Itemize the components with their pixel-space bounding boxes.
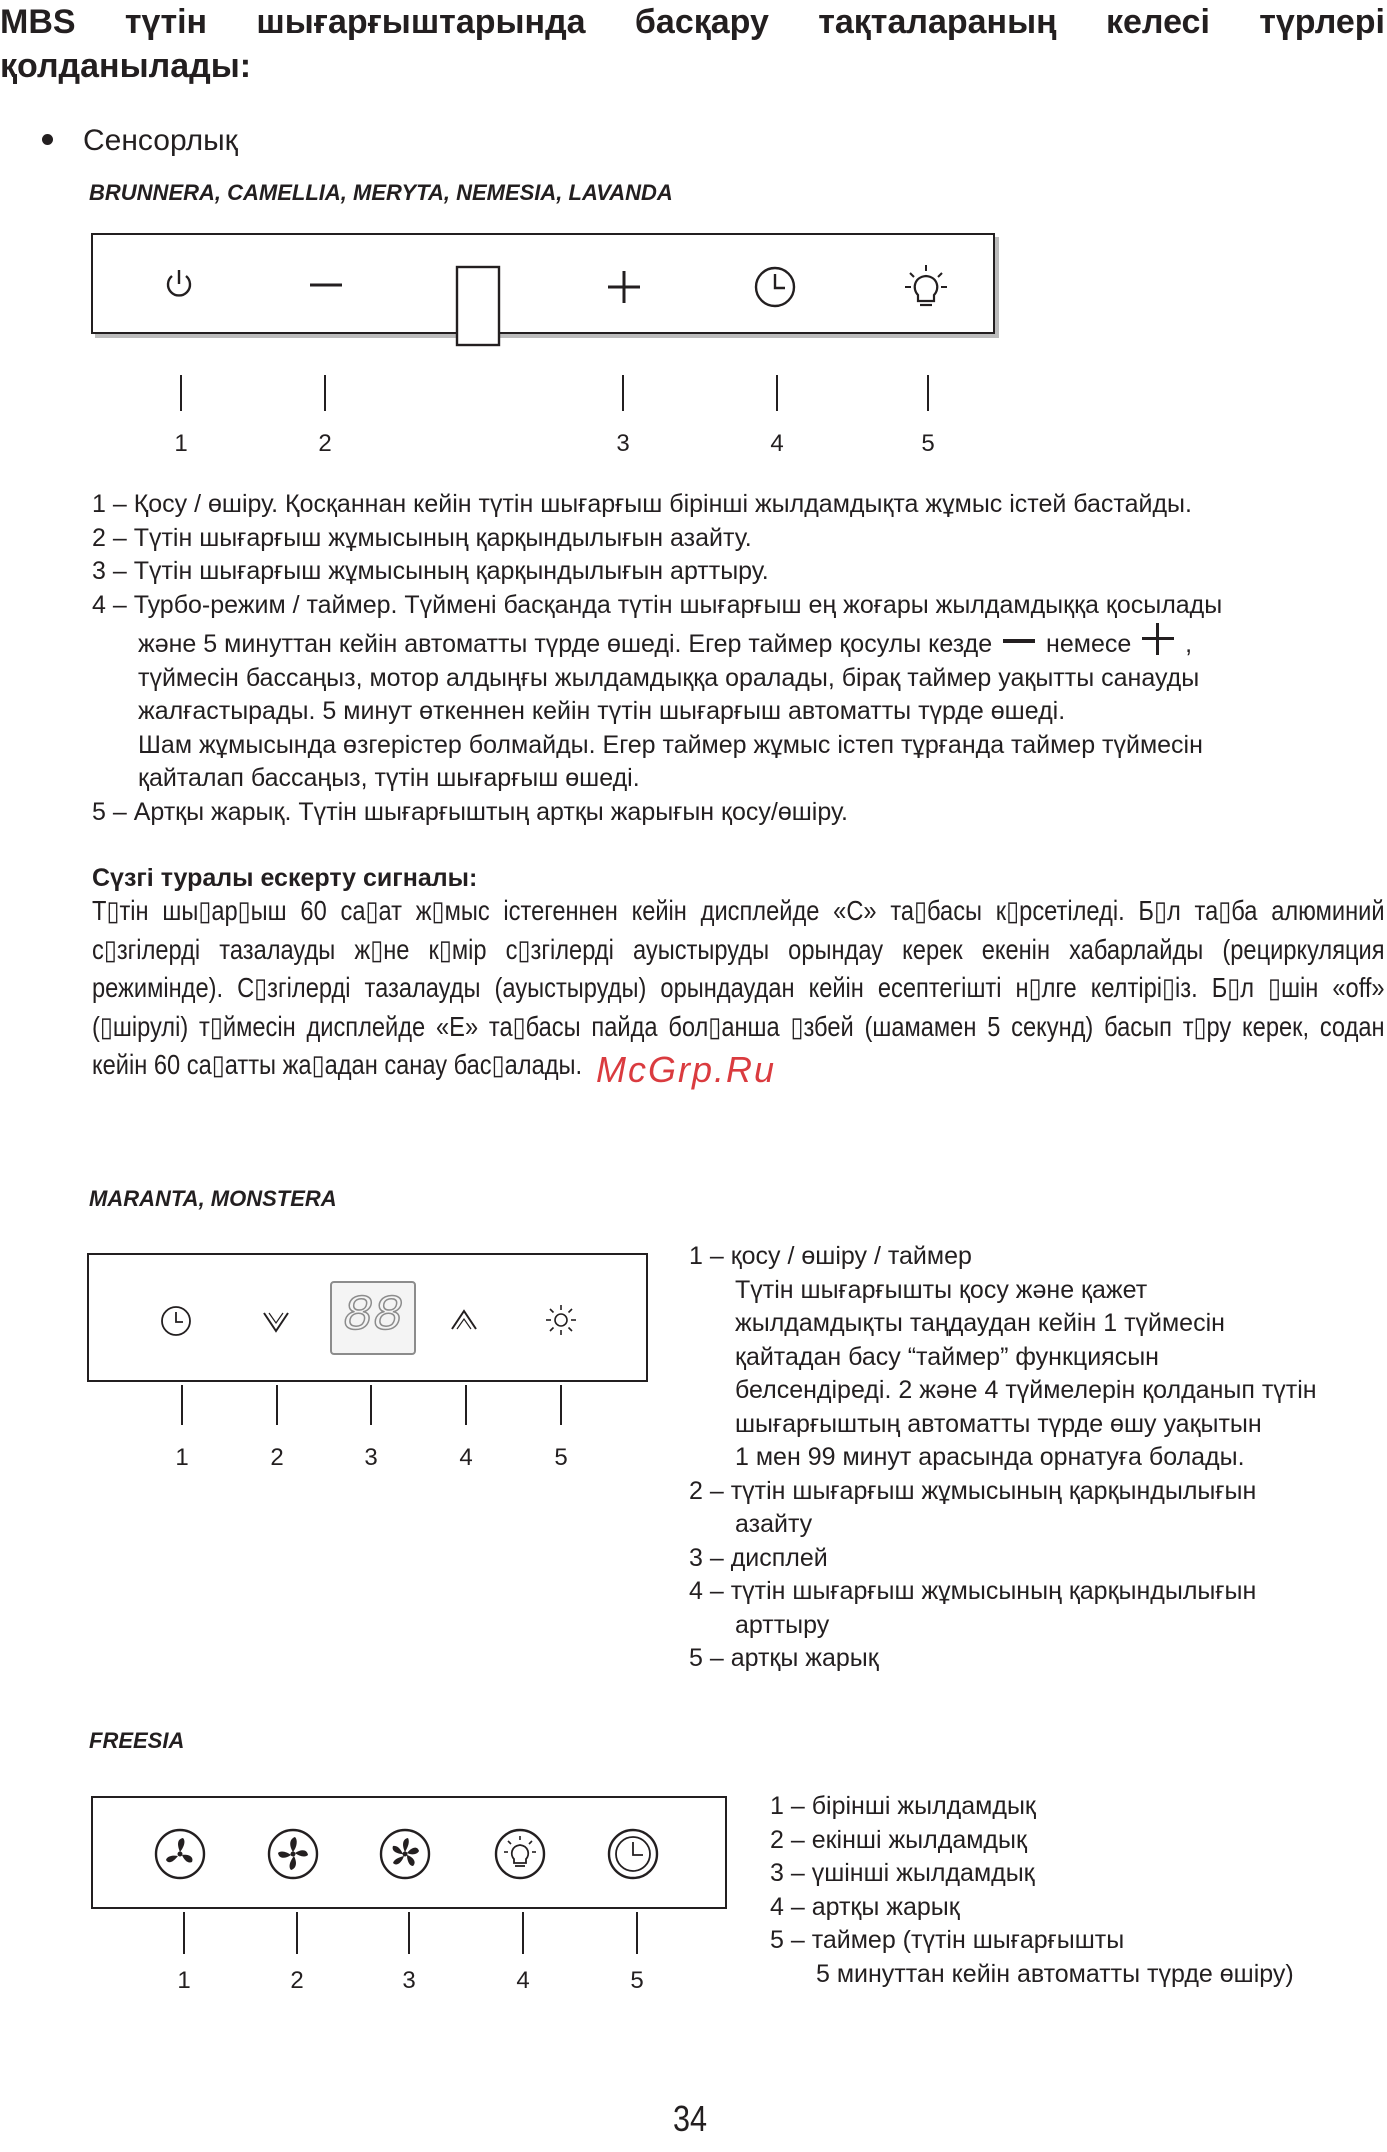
page-title: MBS түтін шығарғыштарында басқару тақталараның келесі түрлері қолданылады: (0, 3, 1385, 85)
section1-description (92, 488, 1382, 829)
callout-number: 2 (318, 430, 332, 457)
desc-line: арттыру (735, 1610, 830, 1639)
leader-line (776, 375, 778, 411)
desc-line: қайтадан басу “таймер” функциясын (735, 1342, 1159, 1371)
callout-number: 4 (516, 1967, 530, 1994)
section3-control-panel (91, 1796, 727, 1909)
display-value: 88 (342, 1288, 403, 1345)
desc-line: 3 – үшінші жылдамдық (770, 1859, 1035, 1887)
desc-line: 1 – бірінші жылдамдық (770, 1792, 1036, 1820)
section3-models: FREESIA (89, 1728, 185, 1753)
display-icon (455, 265, 501, 347)
bullet-dot-icon (42, 134, 53, 145)
clock-icon[interactable] (606, 1827, 660, 1881)
desc-line: 5 минуттан кейін автоматты түрде өшіру) (816, 1959, 1294, 1988)
plus-icon (1142, 623, 1174, 655)
desc-line: Шам жұмысында өзгерістер болмайды. Егер таймер жұмыс істеп тұрғанда таймер түймесін (138, 730, 1203, 759)
desc-line: 2 – екінші жылдамдық (770, 1825, 1027, 1854)
up-arrow-icon[interactable] (449, 1305, 479, 1335)
bullet-label: Сенсорлық (83, 124, 238, 157)
bulb-icon[interactable] (904, 263, 948, 311)
light-icon[interactable] (544, 1303, 578, 1337)
desc-line: 5 – Артқы жарық. Түтін шығарғыштың артқы жарығын қосу/өшіру. (92, 797, 848, 826)
desc-line: және 5 минуттан кейін автоматты түрде өшеді. Егер таймер қосулы кезде (138, 630, 993, 658)
desc-line-with-icons (92, 628, 1382, 662)
leader-line (465, 1385, 467, 1425)
section3-description (770, 1790, 1384, 1991)
desc-line: немесе (1046, 630, 1132, 658)
desc-line: шығарғыштың автоматты түрде өшу уақытын (735, 1409, 1262, 1438)
callout-number: 3 (616, 430, 630, 457)
desc-line: , (1185, 630, 1193, 658)
section1-control-panel (91, 233, 995, 334)
desc-line: 2 – Түтін шығарғыш жұмысының қарқындылығын азайту. (92, 523, 752, 552)
callout-number: 2 (270, 1444, 284, 1471)
leader-line (927, 375, 929, 411)
leader-line (636, 1912, 638, 1954)
section2-description (689, 1240, 1385, 1676)
callout-number: 3 (402, 1967, 416, 1994)
desc-line: жалғастырады. 5 минут өткеннен кейін түтін шығарғыш автоматты түрде өшеді. (138, 697, 1066, 725)
desc-line: түймесін бассаңыз, мотор алдыңғы жылдамдыққа оралады, бірақ таймер уақытты санауды (138, 663, 1200, 692)
minus-icon[interactable] (308, 267, 344, 303)
desc-line: белсендіреді. 2 және 4 түймелерін қолданып түтін (735, 1376, 1317, 1404)
callout-number: 5 (630, 1967, 644, 1994)
callout-number: 4 (770, 430, 784, 457)
section2-control-panel (87, 1253, 648, 1382)
desc-line: қайталап бассаңыз, түтін шығарғыш өшеді. (138, 764, 640, 792)
callout-number: 2 (290, 1967, 304, 1994)
filter-heading: Сүзгі туралы ескерту сигналы: (92, 864, 478, 892)
desc-line: 4 – артқы жарық (770, 1892, 960, 1921)
leader-line (560, 1385, 562, 1425)
filter-text: Т▯тін шы▯ар▯ыш 60 са▯ат ж▯мыс істегеннен кейін дисплейде «С» та▯басы к▯рсетіледі. Б▯л та▯ба алюминий с▯згілерді тазалауды ж▯не к▯мір с▯згілерді ауыстыруды орындау керек екенін хабарлайды (рециркуляция режимінде). С▯згілерді тазалауды (ауыстыруды) орындаудан кейін есептегішті н▯лге келтірі▯із. Б▯л ▯шін «off» (▯шірулі) т▯ймесін дисплейде «Е» та▯басы пайда бол▯анша ▯збей (шамамен 5 секунд) басып т▯ру керек, содан кейін 60 са▯атты жа▯адан санау бас▯алады. (92, 895, 1385, 1080)
callout-number: 4 (459, 1444, 473, 1471)
desc-line: 1 мен 99 минут арасында орнатуға болады. (735, 1443, 1245, 1471)
clock-icon[interactable] (753, 265, 797, 309)
leader-line (324, 375, 326, 411)
light-icon[interactable] (493, 1827, 547, 1881)
power-icon[interactable] (161, 267, 197, 303)
desc-line: жылдамдықты таңдаудан кейін 1 түймесін (735, 1309, 1225, 1337)
minus-icon (1003, 639, 1035, 643)
callout-number: 5 (554, 1444, 568, 1471)
desc-line: 4 – Турбо-режим / таймер. Түймені басқанда түтін шығарғыш ең жоғары жылдамдыққа қосылады (92, 590, 1223, 619)
leader-line (296, 1912, 298, 1954)
leader-line (183, 1912, 185, 1954)
desc-line: 2 – түтін шығарғыш жұмысының қарқындылығын (689, 1476, 1257, 1505)
bullet-sensor (42, 124, 238, 158)
desc-line: 5 – таймер (түтін шығарғышты (770, 1926, 1125, 1954)
callout-number: 5 (921, 430, 935, 457)
fan-icon[interactable] (153, 1827, 207, 1881)
leader-line (522, 1912, 524, 1954)
leader-line (180, 375, 182, 411)
desc-line: 3 – Түтін шығарғыш жұмысының қарқындылығын арттыру. (92, 557, 769, 585)
desc-line: Түтін шығарғышты қосу және қажет (735, 1275, 1148, 1304)
desc-line: 1 – қосу / өшіру / таймер (689, 1242, 972, 1270)
desc-line: 3 – дисплей (689, 1543, 828, 1572)
callout-number: 1 (175, 1444, 189, 1471)
fan-icon[interactable] (266, 1827, 320, 1881)
section2-models: MARANTA, MONSTERA (89, 1186, 337, 1211)
plus-icon[interactable] (606, 269, 642, 305)
desc-line: 5 – артқы жарық (689, 1644, 879, 1672)
desc-line: азайту (735, 1510, 813, 1538)
down-arrow-icon[interactable] (261, 1307, 291, 1337)
leader-line (276, 1385, 278, 1425)
display-icon (330, 1281, 416, 1355)
page-number: 34 (672, 2098, 708, 2139)
desc-line: 1 – Қосу / өшіру. Қосқаннан кейін түтін шығарғыш бірінші жылдамдықта жұмыс істей бастайды. (92, 490, 1192, 518)
leader-line (622, 375, 624, 411)
fan-icon[interactable] (378, 1827, 432, 1881)
clock-icon[interactable] (159, 1304, 193, 1338)
leader-line (181, 1385, 183, 1425)
leader-line (408, 1912, 410, 1954)
section1-models: BRUNNERA, CAMELLIA, MERYTA, NEMESIA, LAVANDA (89, 180, 673, 205)
callout-number: 1 (177, 1967, 191, 1994)
desc-line: 4 – түтін шығарғыш жұмысының қарқындылығын (689, 1577, 1257, 1605)
watermark: McGrp.Ru (596, 1049, 777, 1090)
leader-line (370, 1385, 372, 1425)
callout-number: 3 (364, 1444, 378, 1471)
callout-number: 1 (174, 430, 188, 457)
